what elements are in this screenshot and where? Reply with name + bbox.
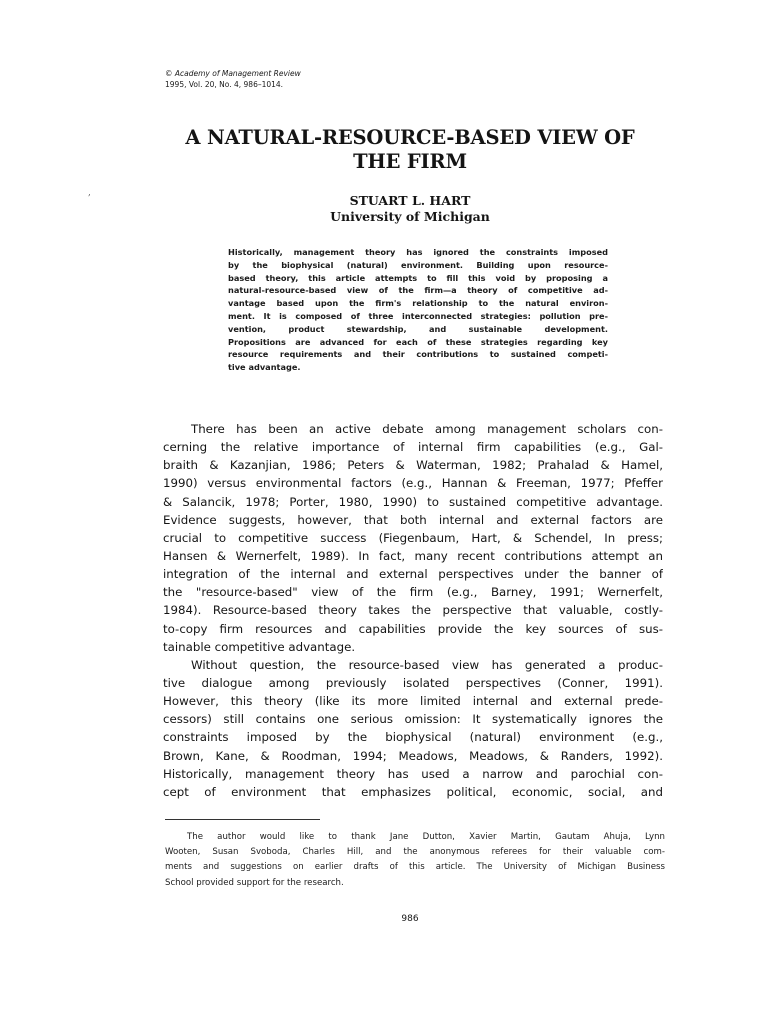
body-line: crucial to competitive success (Fiegenbaum, Hart, & Schendel, In press; bbox=[163, 530, 663, 545]
body-line: cerning the relative importance of internal firm capabilities (e.g., Gal- bbox=[163, 440, 663, 455]
journal-header bbox=[165, 68, 301, 90]
body-line: Evidence suggests, however, that both internal and external factors are bbox=[163, 512, 663, 527]
body-line: 1990) versus environmental factors (e.g., Hannan & Freeman, 1977; Pfeffer bbox=[163, 476, 663, 491]
footnote-line: School provided support for the research. bbox=[165, 877, 344, 888]
abstract-line: ment. It is composed of three interconnected strategies: pollution pre- bbox=[228, 310, 608, 321]
abstract-line: vantage based upon the firm's relationship to the natural environ- bbox=[228, 298, 608, 309]
abstract-line: based theory, this article attempts to fill this void by proposing a bbox=[228, 272, 608, 283]
abstract-line: vention, product stewardship, and sustainable development. bbox=[228, 323, 608, 334]
body-text bbox=[163, 420, 663, 801]
body-line: braith & Kazanjian, 1986; Peters & Waterman, 1982; Prahalad & Hamel, bbox=[163, 458, 663, 473]
journal-name: © Academy of Management Review bbox=[165, 69, 301, 78]
body-line: tive dialogue among previously isolated perspectives (Conner, 1991). bbox=[163, 675, 663, 690]
footnote-line: ments and suggestions on earlier drafts of this article. The University of Michigan Business bbox=[165, 862, 665, 873]
title-line-2: THE FIRM bbox=[353, 150, 467, 173]
abstract-line: Propositions are advanced for each of these strategies regarding key bbox=[228, 336, 608, 347]
body-line: There has been an active debate among management scholars con- bbox=[191, 422, 663, 436]
body-line: Without question, the resource-based view has generated a produc- bbox=[191, 657, 663, 672]
abstract-line: natural-resource-based view of the firm—a theory of competitive ad- bbox=[228, 285, 608, 296]
body-line: integration of the internal and external perspectives under the banner of bbox=[163, 567, 663, 582]
abstract-line: resource requirements and their contributions to sustained competi- bbox=[228, 349, 608, 360]
scan-speck: , bbox=[88, 188, 91, 198]
abstract-line: by the biophysical (natural) environment. Building upon resource- bbox=[228, 259, 608, 270]
journal-citation: 1995, Vol. 20, No. 4, 986–1014. bbox=[165, 80, 284, 89]
abstract-line: tive advantage. bbox=[228, 362, 301, 373]
page-number: 986 bbox=[401, 914, 419, 924]
body-line: Hansen & Wernerfelt, 1989). In fact, many recent contributions attempt an bbox=[163, 548, 663, 563]
author-name: STUART L. HART bbox=[349, 193, 471, 208]
body-line: Historically, management theory has used a narrow and parochial con- bbox=[163, 766, 663, 781]
abstract-line: Historically, management theory has ignored the constraints imposed bbox=[228, 247, 608, 257]
body-line: the "resource-based" view of the firm (e.g., Barney, 1991; Wernerfelt, bbox=[163, 585, 663, 600]
body-line: Brown, Kane, & Roodman, 1994; Meadows, Meadows, & Randers, 1992). bbox=[163, 748, 663, 763]
footnote-line: The author would like to thank Jane Dutton, Xavier Martin, Gautam Ahuja, Lynn bbox=[187, 832, 665, 842]
footnote-divider bbox=[165, 819, 320, 820]
body-line: & Salancik, 1978; Porter, 1980, 1990) to sustained competitive advantage. bbox=[163, 494, 663, 509]
body-line: constraints imposed by the biophysical (natural) environment (e.g., bbox=[163, 730, 663, 745]
footnote bbox=[165, 830, 665, 891]
abstract bbox=[228, 246, 608, 374]
body-line: 1984). Resource-based theory takes the perspective that valuable, costly- bbox=[163, 603, 663, 618]
article-title bbox=[160, 126, 660, 174]
author-affiliation: University of Michigan bbox=[330, 209, 490, 224]
body-line: cept of environment that emphasizes political, economic, social, and bbox=[163, 784, 663, 799]
body-line: tainable competitive advantage. bbox=[163, 639, 356, 654]
body-line: However, this theory (like its more limited internal and external prede- bbox=[163, 694, 663, 709]
footnote-line: Wooten, Susan Svoboda, Charles Hill, and the anonymous referees for their valuable com- bbox=[165, 847, 665, 858]
title-line-1: A NATURAL-RESOURCE-BASED VIEW OF bbox=[185, 126, 635, 149]
body-line: to-copy firm resources and capabilities provide the key sources of sus- bbox=[163, 621, 663, 636]
body-line: cessors) still contains one serious omission: It systematically ignores the bbox=[163, 712, 663, 727]
